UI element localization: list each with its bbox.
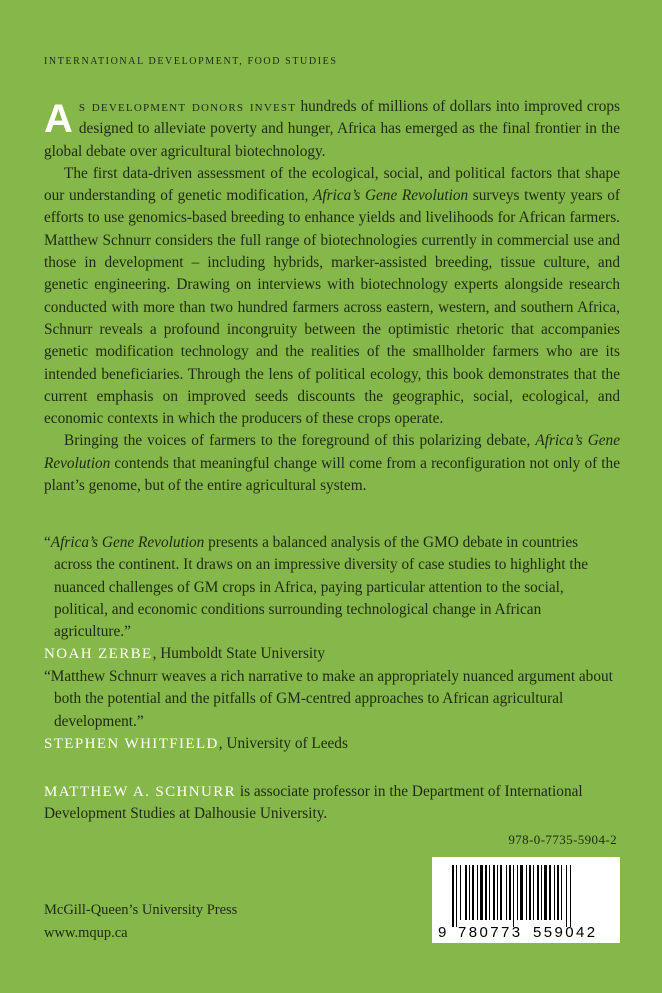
barcode xyxy=(432,857,620,943)
barcode-bar xyxy=(554,865,555,920)
barcode-graphic xyxy=(432,857,620,943)
quote-text: “Matthew Schnurr weaves a rich narrative to make an appropriately nuanced argument about both the potential and the pitfalls of GM-centred approaches to African agricultural development.” xyxy=(44,668,613,730)
barcode-bar xyxy=(456,865,457,927)
barcode-bar xyxy=(544,865,547,920)
quote-attribution xyxy=(44,643,620,665)
quote-attribution xyxy=(44,733,620,755)
quote-text: presents a balanced analysis of the GMO debate in countries across the continent. It draws on an impressive diversity of case studies to highlight the nuanced challenges of GM crops in Africa, paying particular attention to the social, political, and economic conditions surrounding technological change in African agriculture.” xyxy=(54,534,589,641)
endorsement-quote-2 xyxy=(44,666,620,755)
publisher-url[interactable]: www.mqup.ca xyxy=(44,925,128,941)
barcode-bar xyxy=(529,865,531,920)
barcode-bar xyxy=(485,865,487,920)
description-paragraph-2 xyxy=(44,163,620,431)
barcode-bar xyxy=(561,865,562,920)
barcode-bar xyxy=(557,865,559,920)
paragraph-1-text: hundreds of millions of dollars into improved crops designed to alleviate poverty and hunger, Africa has emerged as the final frontier in the global debate over agricultural biotechnology. xyxy=(44,98,620,160)
paragraph-3-text-a: Bringing the voices of farmers to the foreground of this polarizing debate, xyxy=(64,432,536,450)
endorser-affiliation: , University of Leeds xyxy=(218,734,348,752)
book-description xyxy=(44,96,620,497)
drop-cap: A xyxy=(44,97,73,141)
barcode-bar xyxy=(566,865,567,927)
endorser-name: NOAH ZERBE xyxy=(44,646,153,663)
paragraph-3-text-b: contends that meaningful change will come from a reconfiguration not only of the plant’s genome, but of the entire agricultural system. xyxy=(44,454,620,495)
barcode-bar xyxy=(452,865,454,927)
book-title-italic: Africa’s Gene Revolution xyxy=(313,187,469,205)
endorser-affiliation: , Humboldt State University xyxy=(152,645,326,663)
barcode-bar xyxy=(480,865,483,920)
barcode-bar xyxy=(489,865,490,920)
quote-body xyxy=(44,532,620,643)
endorser-name: STEPHEN WHITFIELD xyxy=(44,735,219,752)
category-label: INTERNATIONAL DEVELOPMENT, FOOD STUDIES xyxy=(44,56,338,67)
barcode-digits-group2: 559042 xyxy=(533,924,598,941)
barcode-bar xyxy=(509,865,511,920)
barcode-bar xyxy=(533,865,534,920)
isbn-number: 978-0-7735-5904-2 xyxy=(508,832,617,847)
barcode-bar xyxy=(537,865,539,920)
book-title-italic: Africa’s Gene Revolution xyxy=(44,432,620,472)
publisher-block xyxy=(44,899,237,945)
barcode-bar xyxy=(477,865,478,920)
barcode-bar xyxy=(526,865,527,920)
barcode-bar xyxy=(570,865,571,927)
description-paragraph-1 xyxy=(44,96,620,163)
description-paragraph-3 xyxy=(44,430,620,497)
barcode-bar xyxy=(472,865,474,920)
barcode-bar xyxy=(469,865,470,920)
barcode-bar xyxy=(500,865,502,920)
barcode-bar xyxy=(520,865,523,920)
quote-body xyxy=(44,666,620,733)
paragraph-2-text-a: The first data-driven assessment of the ecological, social, and political factors that shape our understanding of genetic modification, xyxy=(44,164,620,205)
barcode-digits-group1: 780773 xyxy=(458,924,523,941)
barcode-bar xyxy=(465,865,467,920)
quote-book-title: Africa’s Gene Revolution xyxy=(50,534,205,551)
barcode-digit-first: 9 xyxy=(438,924,447,941)
quote-open-mark: “ xyxy=(44,534,51,551)
author-bio xyxy=(44,781,620,826)
barcode-bar xyxy=(549,865,551,920)
endorsement-quote-1 xyxy=(44,532,620,666)
barcode-bar xyxy=(493,865,495,920)
barcode-bar xyxy=(541,865,542,920)
author-bio-text: is associate professor in the Department of International Development Studies at Dalhousie University. xyxy=(44,783,583,823)
author-name: MATTHEW A. SCHNURR xyxy=(44,784,237,800)
opening-smallcaps: s development donors invest xyxy=(78,98,297,115)
barcode-bar xyxy=(497,865,498,920)
publisher-name: McGill-Queen’s University Press xyxy=(44,902,238,918)
barcode-bar xyxy=(513,865,514,927)
barcode-bar xyxy=(517,865,518,920)
paragraph-2-text-b: surveys twenty years of efforts to use genomics-based breeding to enhance yields and livelihoods for African farmers. Matthew Schnurr considers the full range of biotechnologies currently in commercial use and those in development – including hybrids, marker-assisted breeding, tissue culture, and genetic engineering. Drawing on interviews with biotechnology experts alongside research conducted with more than two hundred farmers across eastern, western, and southern Africa, Schnurr reveals a profound incongruity between the optimistic rhetoric that accompanies genetic modification technology and the realities of the smallholder farmers who are its intended beneficiaries. Through the lens of political ecology, this book demonstrates that the current emphasis on improved seeds discounts the geographic, social, ecological, and economic contexts in which the producers of these crops operate. xyxy=(44,187,620,428)
barcode-bar xyxy=(460,865,461,920)
barcode-bar xyxy=(506,865,507,920)
